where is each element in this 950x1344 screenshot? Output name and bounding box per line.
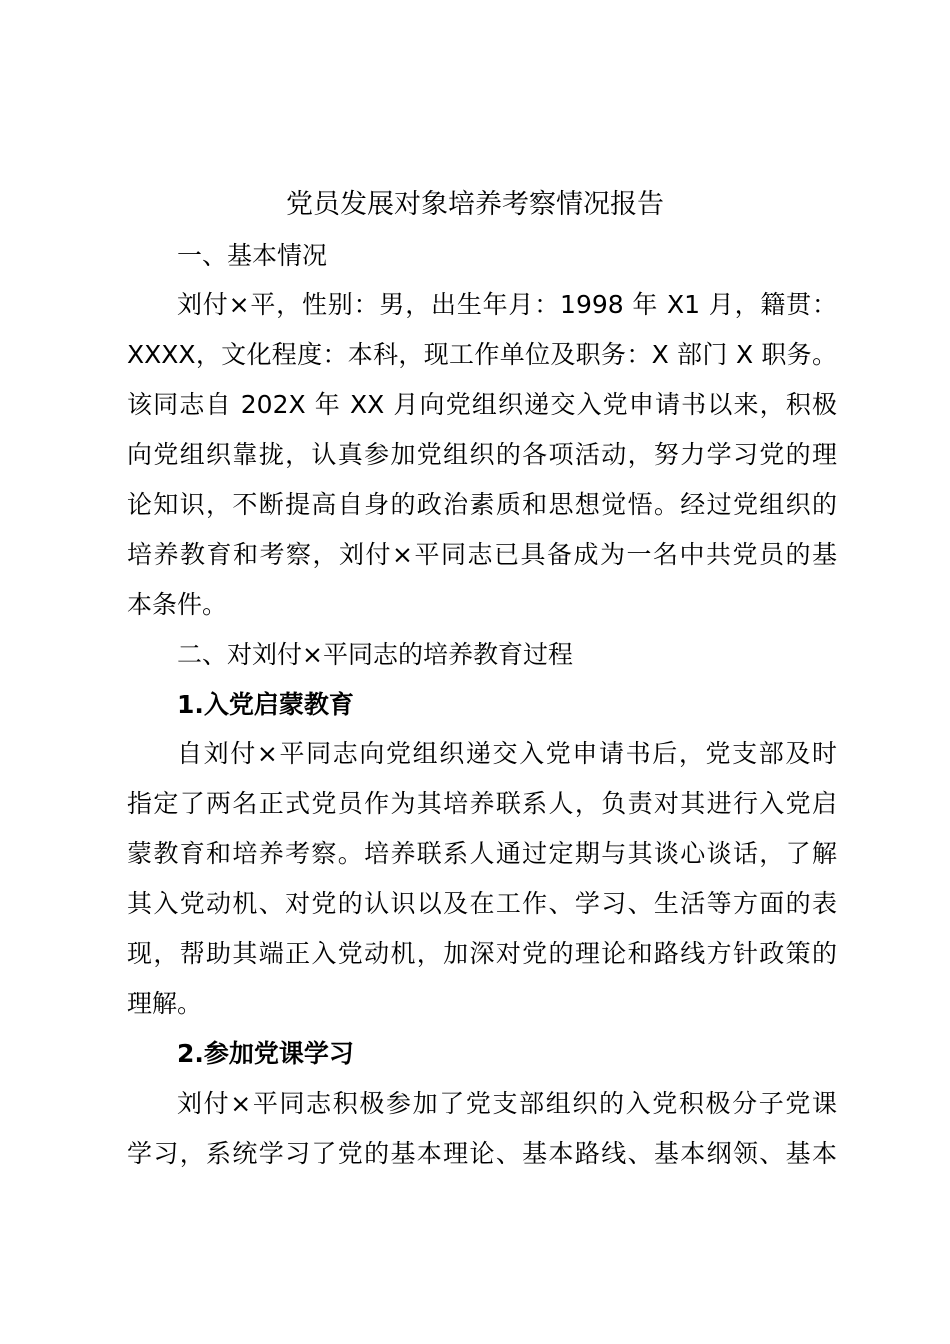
sub1-line-5: 现，帮助其端正入党动机，加深对党的理论和路线方针政策的: [127, 939, 837, 968]
document-title: 党员发展对象培养考察情况报告: [286, 189, 664, 220]
section2-heading: 二、对刘付×平同志的培养教育过程: [177, 640, 573, 669]
sub1-line-2: 指定了两名正式党员作为其培养联系人，负责对其进行入党启: [127, 789, 837, 818]
section1-line-4: 向党组织靠拢，认真参加党组织的各项活动，努力学习党的理: [127, 440, 837, 469]
section1-heading: 一、基本情况: [177, 241, 328, 270]
sub1-heading: 1.入党启蒙教育: [177, 690, 354, 719]
section1-line-3: 该同志自 202X 年 XX 月向党组织递交入党申请书以来，积极: [127, 390, 837, 419]
sub1-line-6: 理解。: [127, 989, 203, 1018]
sub2-line-1: 刘付×平同志积极参加了党支部组织的入党积极分子党课: [177, 1089, 837, 1118]
sub2-line-2: 学习，系统学习了党的基本理论、基本路线、基本纲领、基本: [127, 1139, 837, 1168]
sub1-line-4: 其入党动机、对党的认识以及在工作、学习、生活等方面的表: [127, 889, 837, 918]
section1-line-6: 培养教育和考察，刘付×平同志已具备成为一名中共党员的基: [127, 540, 837, 569]
section1-line-7: 本条件。: [127, 590, 228, 619]
sub1-line-1: 自刘付×平同志向党组织递交入党申请书后，党支部及时: [177, 739, 837, 768]
section1-line-1: 刘付×平，性别：男，出生年月：1998 年 X1 月，籍贯：: [177, 290, 837, 319]
section1-line-2: XXXX，文化程度：本科，现工作单位及职务：X 部门 X 职务。: [127, 340, 837, 369]
sub2-heading: 2.参加党课学习: [177, 1039, 354, 1068]
section1-line-5: 论知识，不断提高自身的政治素质和思想觉悟。经过党组织的: [127, 490, 837, 519]
sub1-line-3: 蒙教育和培养考察。培养联系人通过定期与其谈心谈话，了解: [127, 839, 837, 868]
